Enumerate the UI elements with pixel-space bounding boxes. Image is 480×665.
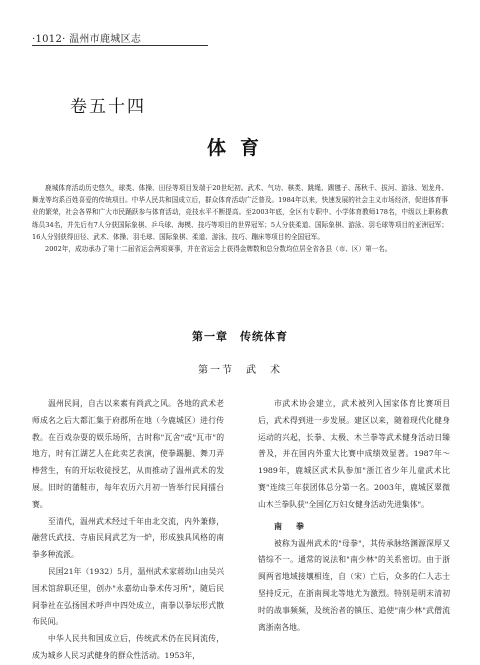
body-paragraph: 被称为温州武术的"母拳"，其传承脉络渊源深厚又错综不一。通常的说法和"南少林"的关系密切。由于浙闽两省地域接壤相连，自（宋）亡后，众多的仁人志士坚持反元，在浙南闽北等地尤为激烈。特别是明末清初时的战事频频，及统治者的镇压、追使"南少林"武僧流离浙南各地。 [258, 538, 450, 632]
intro-paragraph: 鹿城体育活动历史悠久，球类、体操、田径等项目发端于20世纪初。武术、气功、棋类、跳绳、踢毽子、荡秋千、拔河、游泳、划龙舟、舞龙等均系百姓喜爱的传统项目。中华人民共和国成立后，群众体育活动广泛普及。1984年以来，快速发展的社会主义市场经济，促进体育事业的繁荣，社会各界和广大市民踊跃参与体育活动，竞技水平不断提高。至2003年底，全区有专职中、小学体育教师178名，中级以上职称教练员34名，并先后有7人分获国际象棋、乒乓球、海模、技巧等项目的世界冠军；5人分获柔道、国际象棋、游泳、羽毛球等项目的亚洲冠军；16人分别获得田径、武术、体操、羽毛球、国际象棋、柔道、游泳、技巧、蹦床等项目的全国冠军。 [32, 184, 448, 241]
running-head: ·1012· 温州市鹿城区志 [32, 34, 142, 45]
volume-title: 卷五十四 [70, 97, 146, 117]
intro-block [32, 182, 448, 255]
body-paragraph: 中华人民共和国成立后，传统武术仍在民间流传，成为城乡人民习武健身的群众性活动。1953年， [32, 634, 224, 660]
left-column [32, 396, 224, 665]
body-paragraph: 温州民间，自古以来素有尚武之风。各地的武术老师成名之后大都汇集于府郡所在地（今鹿城区）进行传教。在百戏杂耍的娱乐场所，古时称"瓦舍"或"瓦市"的地方，时有江湖艺人在此卖艺表演，使拳踢腿、舞刀弄棒营生，有的开坛收徒授艺，从而推动了温州武术的发展。旧时的蒲鞋市，每年农历六月初一皆举行民间擂台赛。 [32, 399, 224, 509]
header-rule [32, 45, 208, 46]
section-title: 第一节 武 术 [198, 365, 282, 376]
chapter-title: 第一章 传统体育 [192, 330, 288, 343]
body-paragraph: 民国21年（1932）5月，温州武术家蒋幼山由吴兴国术馆辞职还里，创办"永嘉幼山拳术传习所"，随后民间拳社在弘扬国术呼声中四处成立，南拳以拳坛形式散布民间。 [32, 566, 224, 627]
right-column [258, 396, 450, 636]
intro-paragraph: 2002年，成功承办了第十二届省运会两项赛事，并在省运会上获得金牌数和总分数均位居全省各县（市、区）第一名。 [45, 245, 392, 254]
body-paragraph: 至清代，温州武术经过千年由北交流，内外兼修，融营氏武技、寺庙民间武艺为一炉，形成独具风格的南拳多种流派。 [32, 516, 224, 560]
body-paragraph: 市武术协会建立，武术被列入国家体育比赛项目后，武术得到进一步发展。建区以来，随着现代化健身运动的兴起，长拳、太极、木兰拳等武术健身活动日臻普及，并在国内外重大比赛中成绩效显著。1987年～1989年，鹿城区武术队参加"浙江省少年儿童武术比赛"连续三年获团体总分第一名。2003年，鹿城区翠微山木兰拳队获"全国亿万妇女健身活动先进集体"。 [258, 399, 450, 509]
subsection-heading: 南 拳 [274, 521, 307, 531]
page-title: 体育 [206, 137, 273, 159]
